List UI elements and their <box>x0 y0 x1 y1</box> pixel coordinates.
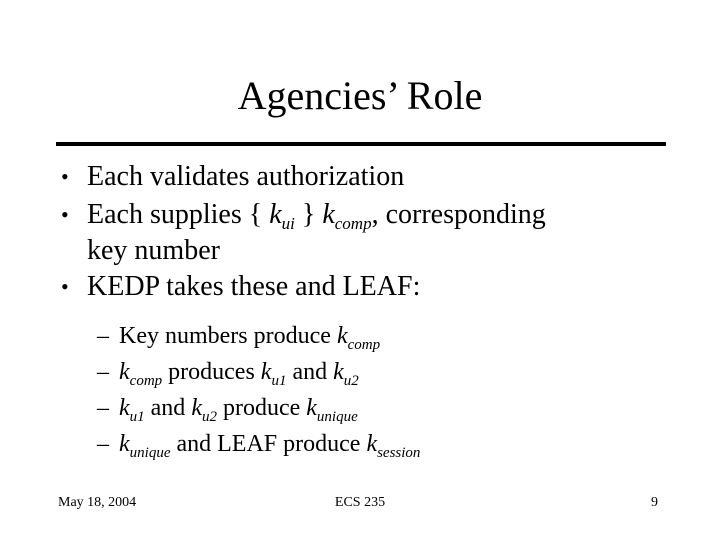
sub-text: Key numbers produce <box>119 323 337 349</box>
bullet-text: Each validates authorization <box>87 161 405 192</box>
bullet-glyph: • <box>61 202 69 227</box>
variable-k: k <box>191 395 202 421</box>
bullet-item <box>57 158 697 196</box>
bullet-text-suffix: , corresponding <box>371 199 546 230</box>
dash-glyph: – <box>97 395 109 421</box>
slide-title: Agencies’ Role <box>237 73 483 118</box>
sub-text: produce <box>216 395 307 421</box>
bullet-text-prefix: Each supplies { <box>87 199 270 230</box>
sub-text: and LEAF produce <box>170 431 367 457</box>
variable-k: k <box>119 431 130 457</box>
dash-glyph: – <box>97 359 109 385</box>
bullet-list <box>57 158 697 306</box>
variable-k: k <box>306 395 317 421</box>
sub-text: and <box>144 395 192 421</box>
sub-bullet-item <box>97 354 697 390</box>
variable-subscript: unique <box>316 409 358 425</box>
bullet-item <box>57 196 697 268</box>
variable-subscript: u1 <box>129 409 145 425</box>
variable-k: k <box>333 359 344 385</box>
bullet-item <box>57 268 697 306</box>
bullet-glyph: • <box>61 164 69 189</box>
variable-subscript: unique <box>129 445 171 461</box>
bullet-text: KEDP takes these and LEAF: <box>87 271 421 302</box>
footer-page-number: 9 <box>651 495 658 510</box>
footer-course: ECS 235 <box>334 495 386 510</box>
dash-glyph: – <box>97 431 109 457</box>
sub-text: produces <box>162 359 261 385</box>
sub-bullet-item <box>97 426 697 462</box>
bullet-glyph: • <box>61 274 69 299</box>
variable-subscript: u2 <box>343 373 359 389</box>
variable-subscript: session <box>377 445 421 461</box>
variable-subscript: ui <box>281 214 295 233</box>
bullet-continuation: key number <box>87 235 220 266</box>
variable-subscript: u2 <box>201 409 217 425</box>
sub-text: and <box>286 359 334 385</box>
variable-k: k <box>322 199 335 230</box>
variable-subscript: comp <box>347 337 381 353</box>
dash-glyph: – <box>97 323 109 349</box>
variable-k: k <box>336 323 348 349</box>
variable-subscript: comp <box>334 214 372 233</box>
variable-k: k <box>269 199 282 230</box>
footer-date: May 18, 2004 <box>58 495 137 510</box>
bullet-text-mid: } <box>294 199 323 230</box>
variable-k: k <box>119 359 130 385</box>
variable-subscript: u1 <box>271 373 287 389</box>
sub-bullet-item <box>97 318 697 354</box>
variable-k: k <box>366 431 378 457</box>
sub-bullet-list <box>97 318 697 462</box>
title-divider <box>56 142 666 146</box>
variable-k: k <box>260 359 272 385</box>
variable-subscript: comp <box>129 373 163 389</box>
variable-k: k <box>119 395 130 421</box>
sub-bullet-item <box>97 390 697 426</box>
